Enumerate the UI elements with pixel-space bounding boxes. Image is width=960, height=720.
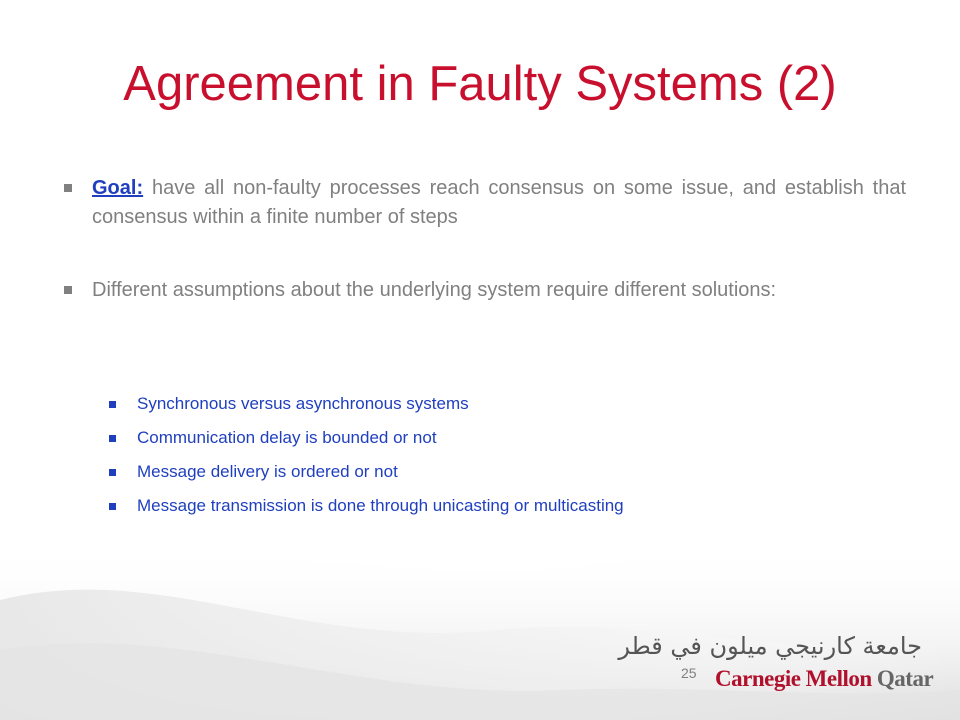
bullet-text: have all non-faulty processes reach consensus on some issue, and establish that consensus within a finite number of steps [92, 177, 906, 228]
square-bullet-icon [109, 469, 116, 476]
square-bullet-icon [109, 503, 116, 510]
sub-bullet [106, 461, 886, 483]
goal-label: Goal: [92, 177, 144, 199]
sub-bullet-list [106, 393, 886, 529]
sub-bullet-text: Message delivery is ordered or not [137, 462, 398, 481]
sub-bullet-text: Communication delay is bounded or not [137, 428, 437, 447]
sub-bullet [106, 393, 886, 415]
sub-bullet [106, 495, 886, 517]
logo-arabic-text: جامعة كارنيجي ميلون في قطر [618, 632, 922, 660]
sub-bullet-text: Synchronous versus asynchronous systems [137, 394, 469, 413]
logo-english-text [715, 666, 933, 692]
square-bullet-icon [64, 184, 72, 192]
logo-qatar: Qatar [876, 666, 934, 691]
bullet-text: Different assumptions about the underlying system require different solutions: [92, 279, 777, 301]
logo-carnegie-mellon: Carnegie Mellon [715, 666, 877, 691]
square-bullet-icon [109, 435, 116, 442]
square-bullet-icon [64, 286, 72, 294]
bullet-goal [60, 174, 906, 232]
square-bullet-icon [109, 401, 116, 408]
sub-bullet [106, 427, 886, 449]
page-number: 25 [681, 665, 697, 681]
bullet-assumptions [60, 276, 906, 305]
slide-title: Agreement in Faulty Systems (2) [123, 57, 837, 111]
bullet-list [60, 174, 906, 305]
sub-bullet-text: Message transmission is done through unicasting or multicasting [137, 496, 624, 515]
